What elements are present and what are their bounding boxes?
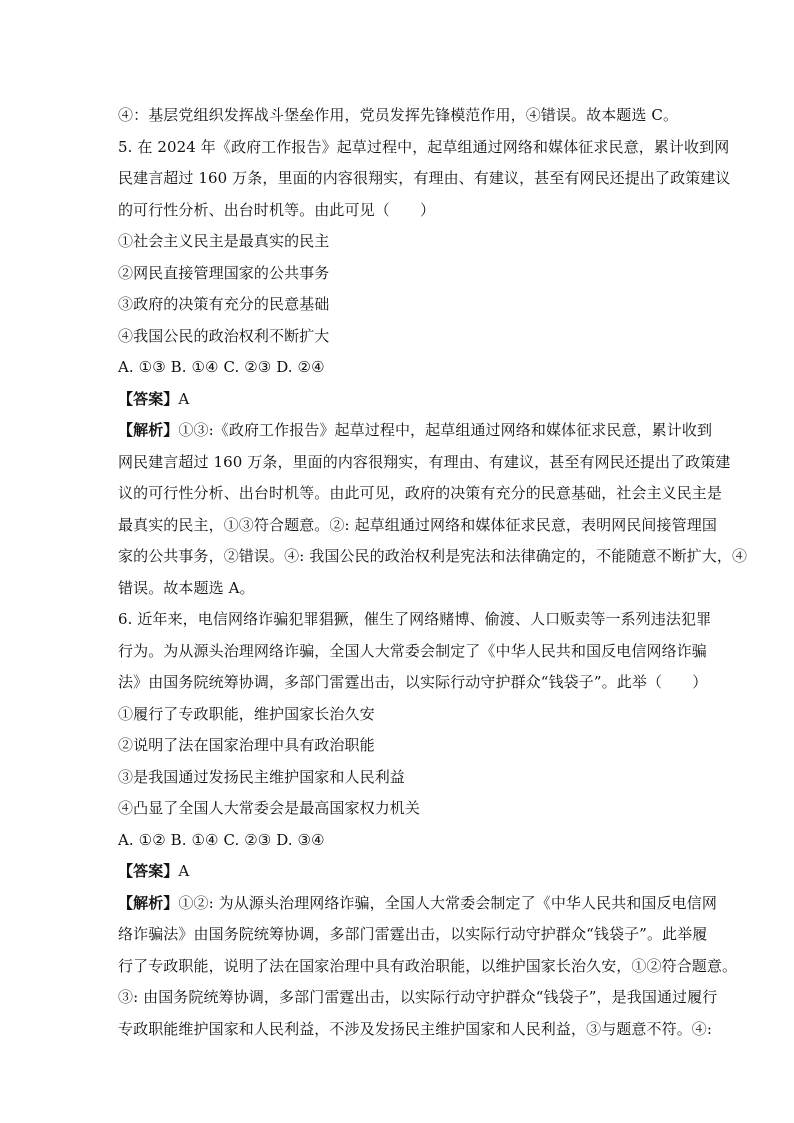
option-2: ②网民直接管理国家的公共事务 xyxy=(118,263,330,282)
option-1: ①社会主义民主是最真实的民主 xyxy=(118,232,330,250)
answer-choices: A. ①② B. ①④ C. ②③ D. ③④ xyxy=(118,830,325,849)
question-stem-line: 的可行性分析、出台时机等。由此可见（ ） xyxy=(118,200,436,219)
question-stem-line: 民建言超过 160 万条，里面的内容很翔实，有理由、有建议，甚至有网民还提出了政策建议 xyxy=(118,169,731,187)
option-4: ④凸显了全国人大常委会是最高国家权力机关 xyxy=(118,799,421,817)
option-2: ②说明了法在国家治理中具有政治职能 xyxy=(118,736,375,754)
analysis-text: ①②: 为从源头治理网络诈骗，全国人大常委会制定了《中华人民共和国反电信网 xyxy=(178,893,717,912)
analysis-line xyxy=(118,888,717,920)
answer-line xyxy=(118,856,682,888)
question-stem-line: 6. 近年来，电信网络诈骗犯罪猖獗，催生了网络赌博、偷渡、人口贩卖等一系列违法犯罪 xyxy=(118,610,712,628)
question-stem-line: 5. 在 2024 年《政府工作报告》起草过程中，起草组通过网络和媒体征求民意，累计收到网 xyxy=(118,137,730,156)
question-6 xyxy=(118,604,738,1045)
question-stem-line: 行为。为从源头治理网络诈骗，全国人大常委会制定了《中华人民共和国反电信网络诈骗 xyxy=(118,641,707,660)
answer-tag: 【答案】 xyxy=(118,862,179,880)
analysis-line: 错误。故本题选 A。 xyxy=(118,578,255,597)
analysis-tag: 【解析】 xyxy=(118,893,179,912)
analysis-line: 家的公共事务，②错误。④: 我国公民的政治权利是宪法和法律确定的，不能随意不断扩大，④ xyxy=(118,547,748,565)
option-3: ③是我国通过发扬民主维护国家和人民利益 xyxy=(118,767,405,786)
intro-line: ④：基层党组织发挥战斗堡垒作用，党员发挥先锋模范作用，④错误。故本题选 C。 xyxy=(118,106,679,124)
option-4: ④我国公民的政治权利不断扩大 xyxy=(118,326,330,345)
analysis-line: ③: 由国务院统筹协调，多部门雷霆出击，以实际行动守护群众“钱袋子”，是我国通过履行 xyxy=(118,988,718,1006)
question-5 xyxy=(118,132,748,605)
analysis-line: 络诈骗法》由国务院统筹协调，多部门雷霆出击，以实际行动守护群众“钱袋子”。此举履 xyxy=(118,925,708,943)
option-3: ③政府的决策有充分的民意基础 xyxy=(118,295,330,313)
answer-value: A xyxy=(178,389,190,408)
analysis-line: 最真实的民主，①③符合题意。②: 起草组通过网络和媒体征求民意，表明网民间接管理国 xyxy=(118,515,717,534)
option-1: ①履行了专政职能，维护国家长治久安 xyxy=(118,704,375,723)
answer-choices: A. ①③ B. ①④ C. ②③ D. ②④ xyxy=(118,358,325,376)
analysis-line: 行了专政职能，说明了法在国家治理中具有政治职能，以维护国家长治久安，①②符合题意。 xyxy=(118,956,738,975)
answer-value: A xyxy=(178,862,190,880)
analysis-line: 专政职能维护国家和人民利益，不涉及发扬民主维护国家和人民利益，③与题意不符。④: xyxy=(118,1019,713,1038)
analysis-line: 议的可行性分析、出台时机等。由此可见，政府的决策有充分的民意基础，社会主义民主是 xyxy=(118,484,723,502)
analysis-line: 网民建言超过 160 万条，里面的内容很翔实，有理由、有建议，甚至有网民还提出了政策建 xyxy=(118,452,731,471)
question-stem-line: 法》由国务院统筹协调，多部门雷霆出击，以实际行动守护群众“钱袋子”。此举（ ） xyxy=(118,673,708,691)
analysis-tag: 【解析】 xyxy=(118,421,179,439)
analysis-text: ①③:《政府工作报告》起草过程中，起草组通过网络和媒体征求民意，累计收到 xyxy=(178,421,713,439)
answer-tag: 【答案】 xyxy=(118,389,179,408)
analysis-line xyxy=(118,415,713,447)
answer-line xyxy=(118,384,682,416)
